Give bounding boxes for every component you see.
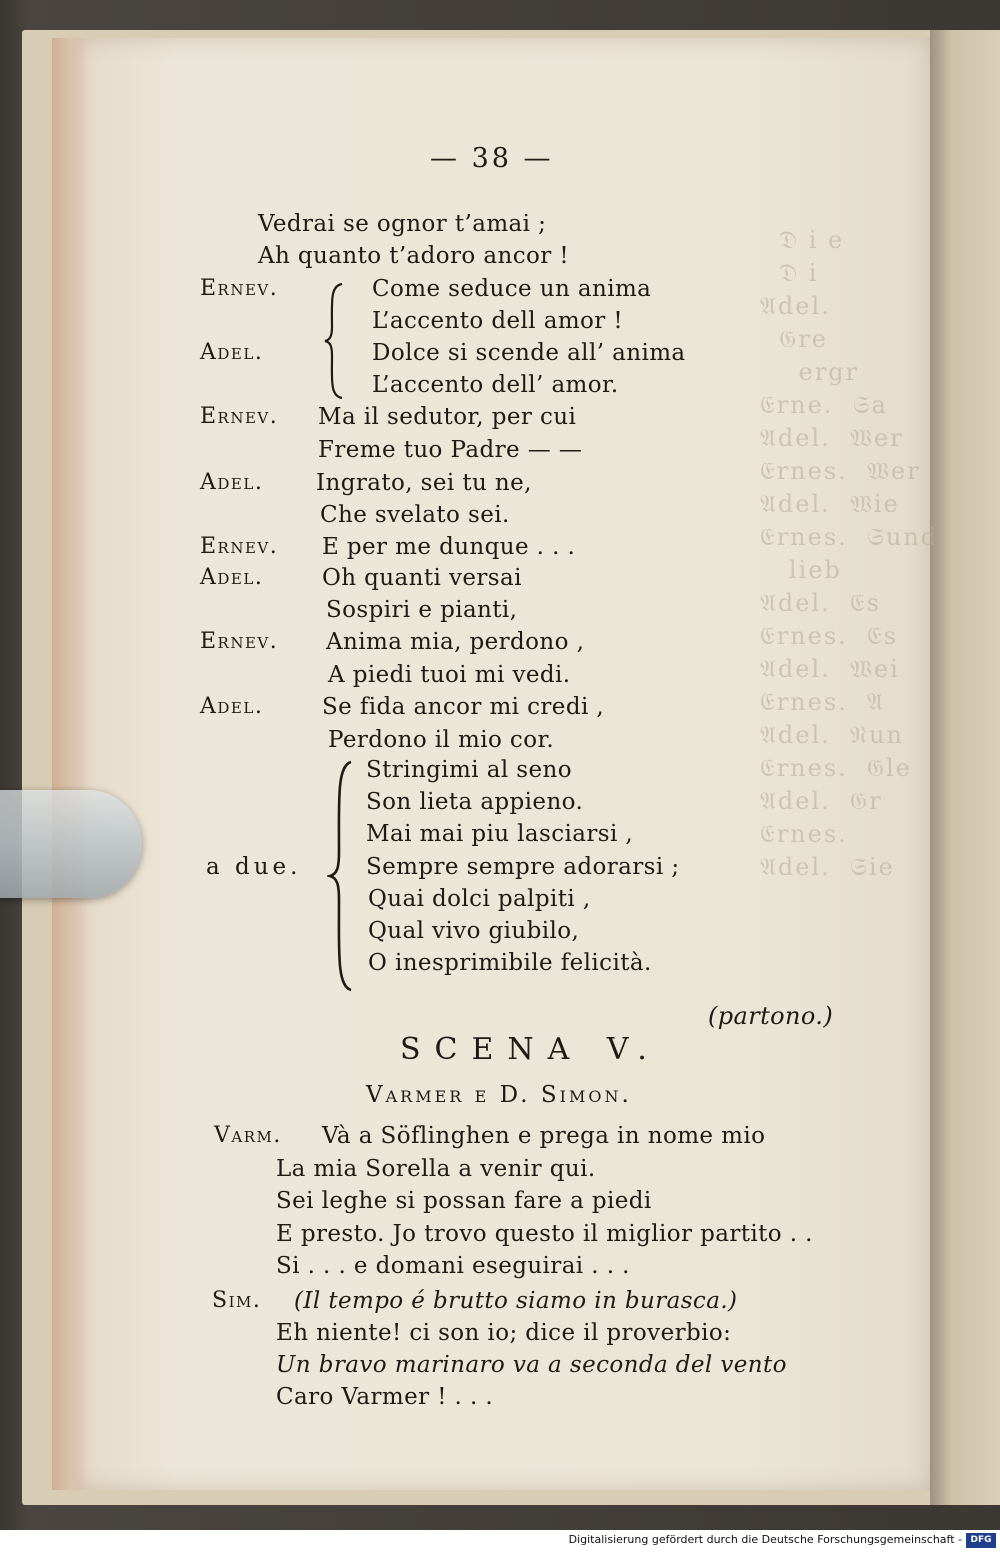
scene-title: SCENA V. [400, 1032, 661, 1067]
dialogue-line: Caro Varmer ! . . . [276, 1384, 494, 1410]
verse-line: Vedrai se ognor t’amai ; [258, 211, 547, 237]
bleed-line: 𝔄del. 𝔑un [760, 721, 905, 749]
bleed-line: 𝔄del. 𝔚er [760, 424, 904, 452]
bleed-line: lieb [760, 556, 842, 584]
bleed-line: 𝔈rnes. 𝔊le [760, 754, 912, 782]
page-gutter [52, 38, 88, 1490]
speaker-name: Ernev. [200, 629, 279, 654]
dialogue-line: E per me dunque . . . [322, 534, 576, 560]
dialogue-line: Oh quanti versai [322, 565, 522, 591]
speaker-name: Ernev. [200, 534, 279, 559]
brace-icon [327, 760, 355, 992]
dialogue-line: E presto. Jo trovo questo il miglior partito . . [276, 1221, 813, 1247]
bleed-line: 𝔊re [760, 325, 828, 353]
duet-label: a due. [206, 854, 302, 880]
speaker-name: Ernev. [200, 404, 279, 429]
speaker-name: Adel. [200, 470, 264, 495]
dialogue-line: (Il tempo é brutto siamo in burasca.) [294, 1288, 738, 1314]
dialogue-line: A piedi tuoi mi vedi. [328, 662, 571, 688]
dialogue-line: L’accento dell’ amor. [372, 372, 619, 398]
bleed-line: 𝔄del. [760, 292, 831, 320]
dialogue-line: La mia Sorella a venir qui. [276, 1156, 596, 1182]
dialogue-line: Come seduce un anima [372, 276, 652, 302]
duet-line: Mai mai piu lasciarsi , [366, 821, 634, 847]
duet-line: O inesprimibile felicità. [368, 950, 652, 976]
speaker-name: Adel. [200, 340, 264, 365]
bleed-line: 𝔈rnes. 𝔈s [760, 622, 899, 650]
bleed-line: 𝔄del. 𝔚ie [760, 490, 900, 518]
page-number: — 38 — [430, 143, 554, 174]
dialogue-line: Ma il sedutor, per cui [318, 404, 577, 430]
duet-line: Sempre sempre adorarsi ; [366, 854, 680, 880]
duet-line: Qual vivo giubilo, [368, 918, 580, 944]
bleed-line: 𝔇 i e [760, 226, 845, 254]
dialogue-line: Se fida ancor mi credi , [322, 694, 605, 720]
dialogue-line: Sei leghe si possan fare a piedi [276, 1188, 652, 1214]
scene-characters: Varmer e D. Simon. [366, 1082, 632, 1108]
dialogue-line: Perdono il mio cor. [328, 727, 555, 753]
footer-credit: Digitalisierung gefördert durch die Deutsche Forschungsgemeinschaft - [568, 1533, 962, 1546]
bleed-line: 𝔈rnes. 𝔄 [760, 688, 885, 716]
verse-line: Ah quanto t’adoro ancor ! [258, 243, 569, 269]
brace-icon [322, 282, 346, 400]
speaker-name: Adel. [200, 694, 264, 719]
dialogue-line: Si . . . e domani eseguirai . . . [276, 1253, 630, 1279]
bleed-line: 𝔇 i [760, 259, 819, 287]
dialogue-line: Che svelato sei. [320, 502, 510, 528]
speaker-name: Varm. [214, 1123, 282, 1148]
dialogue-line: Và a Söflinghen e prega in nome mio [322, 1123, 766, 1149]
dfg-logo: DFG [966, 1533, 996, 1548]
bleed-line: 𝔄del. 𝔊r [760, 787, 883, 815]
dialogue-line: Ingrato, sei tu ne, [316, 470, 532, 496]
speaker-name: Sim. [212, 1288, 262, 1313]
bleed-line: 𝔄del. 𝔈s [760, 589, 882, 617]
speaker-name: Ernev. [200, 276, 279, 301]
dialogue-line: Sospiri e pianti, [326, 597, 518, 623]
duet-line: Son lieta appieno. [366, 789, 584, 815]
duet-line: Quai dolci palpiti , [368, 886, 591, 912]
bleed-line: 𝔈rnes. 𝔖und [760, 523, 939, 551]
dialogue-line: Freme tuo Padre — — [318, 437, 583, 463]
dialogue-line: Eh niente! ci son io; dice il proverbio: [276, 1320, 732, 1346]
bleed-line: 𝔈rnes. [760, 820, 848, 848]
bleed-line: 𝔈rnes. 𝔚er [760, 457, 921, 485]
dialogue-line: Un bravo marinaro va a seconda del vento [276, 1352, 787, 1378]
bleed-line: 𝔈rne. 𝔖a [760, 391, 888, 419]
page-clip [0, 790, 142, 898]
bleed-line: 𝔄del. 𝔚ei [760, 655, 900, 683]
duet-line: Stringimi al seno [366, 757, 572, 783]
stage-direction: (partono.) [708, 1002, 834, 1030]
footer-bar [0, 1530, 1000, 1552]
bleed-line: 𝔄del. 𝔖ie [760, 853, 895, 881]
dialogue-line: Anima mia, perdono , [326, 629, 585, 655]
bleed-line: ergr [760, 358, 860, 386]
dialogue-line: L’accento dell amor ! [372, 308, 624, 334]
dialogue-line: Dolce si scende all’ anima [372, 340, 686, 366]
facing-page-edge [930, 30, 1000, 1505]
speaker-name: Adel. [200, 565, 264, 590]
